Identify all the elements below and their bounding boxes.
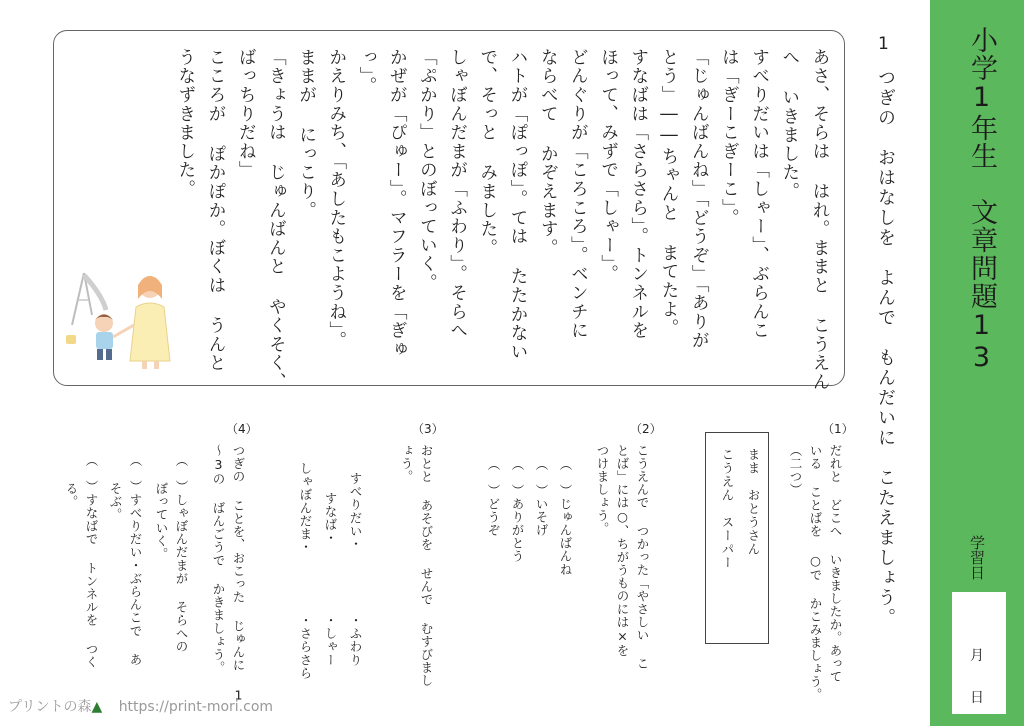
day-label: 日 [970, 690, 984, 706]
sub2-option[interactable]: （ ）どうぞ [486, 458, 501, 537]
sub3-right-item[interactable]: ・ふわり [348, 614, 363, 667]
story-line: へ いきました。 [779, 48, 800, 201]
sub3-left-item[interactable]: すべりだい・ [348, 472, 363, 551]
sub1-option[interactable]: こうえん スーパー [720, 448, 735, 570]
story-line: で、そっと みました。 [477, 48, 498, 258]
sub3-right-item[interactable]: ・しゃー [323, 614, 338, 667]
sub1-option[interactable]: まま おとうさん [746, 448, 761, 556]
story-line: かぜが「ぴゅー」。マフラーを「ぎゅ [387, 48, 408, 359]
story-line: うなずきました。 [175, 48, 196, 199]
story-line: しゃぼんだまが「ふわり」。そらへ [447, 48, 468, 341]
sub4-option[interactable]: （ ）すなばで トンネルを つく [84, 454, 99, 669]
footer [8, 696, 273, 716]
story-line: ハトが「ぽっぽ」。ては たたかない [508, 48, 528, 362]
sub2-option[interactable]: （ ）じゅんばんね [558, 458, 573, 576]
story-line: ままが にっこり。 [296, 48, 317, 220]
tree-icon: ▲ [91, 699, 103, 715]
story-line: 「じゅんばんね」「どうぞ」「ありが [689, 48, 710, 351]
sub2-option[interactable]: （ ）ありがとう [510, 458, 525, 563]
sub1-question-line: （二つ） [788, 444, 803, 496]
sub3-left-item[interactable]: しゃぼんだま・ [298, 462, 313, 554]
story-line: ならべて かぞえます。 [538, 48, 559, 258]
page-title: 小学1年生 文章問題13 [966, 26, 997, 374]
sub4-question-line: つぎの ことを、おこった じゅんに 1 [231, 444, 246, 703]
story-line: は「ぎーこぎーこ」。 [719, 48, 740, 228]
mother-icon [130, 276, 170, 369]
story-line: あさ、そらは はれ。ままと こうえん [810, 48, 830, 392]
story-line: とう」――ちゃんと まてたよ。 [659, 48, 679, 338]
story-line: 「きょうは じゅんばんと やくそく、 [266, 48, 287, 392]
story-line: こころが ぽかぽか。ぼくは うんと [206, 48, 226, 373]
sub3-number: （3） [412, 422, 444, 436]
sub4-option[interactable]: そぶ。 [108, 482, 123, 522]
sub3-left-item[interactable]: すなば・ [323, 492, 338, 545]
sub2-option[interactable]: （ ）いそげ [534, 458, 549, 537]
story-line: すべりだいは「しゃー」、ぶらんこ [749, 48, 770, 341]
story-line: ほって、みずで「しゃー」。 [598, 48, 619, 284]
park-illustration [62, 265, 182, 375]
sub2-question-line: こうえんで つかった「やさしい こ [635, 444, 650, 670]
sub1-question-line: いる ことばを ○で かこみましょう。 [808, 444, 823, 701]
story-line: かえりみち、「あしたもこようね」。 [326, 48, 347, 351]
sub1-number: （1） [822, 422, 854, 436]
question-number: 1 [878, 34, 889, 54]
story-line: 「ぷかり」とのぼっていく。 [417, 48, 438, 293]
sub4-option[interactable]: （ ）すべりだい・ぶらんこで あ [128, 454, 143, 667]
sub4-number: （4） [226, 422, 258, 436]
story-line: どんぐりが「ころころ」。ベンチに [568, 48, 589, 341]
sub4-option[interactable]: ぼっていく。 [154, 482, 169, 561]
month-label: 月 [970, 648, 984, 664]
sub4-question-line: ～3の ばんごうで かきましょう。 [211, 444, 226, 675]
sub4-option[interactable]: る。 [64, 482, 79, 509]
sub2-number: （2） [630, 422, 662, 436]
sub3-right-item[interactable]: ・さらさら [298, 614, 313, 680]
story-line: すなばは「さらさら」。トンネルを [628, 48, 649, 341]
child-icon [95, 314, 134, 360]
footer-url[interactable]: https://print-mori.com [118, 699, 274, 715]
sub4-option[interactable]: （ ）しゃぼんだまが そらへの [174, 454, 189, 653]
sub3-question-line: おとと あそびを せんで むすびまし [419, 444, 434, 688]
story-line: っ」。 [357, 48, 377, 96]
footer-brand: プリントの森 [8, 699, 92, 715]
sub3-question-line: ょう。 [399, 444, 414, 484]
sub2-question-line: つけましょう。 [595, 444, 610, 535]
sub2-question-line: とば」には○、ちがうものには×を [615, 444, 630, 657]
date-label: 学習日 [968, 535, 986, 580]
question-text: つぎの おはなしを よんで もんだいに こたえましょう。 [875, 68, 896, 628]
sand-bucket-icon [66, 335, 76, 344]
sub1-question-line: だれと どこへ いきましたか。あって [828, 444, 843, 683]
story-line: ばっちりだね」 [236, 48, 257, 180]
